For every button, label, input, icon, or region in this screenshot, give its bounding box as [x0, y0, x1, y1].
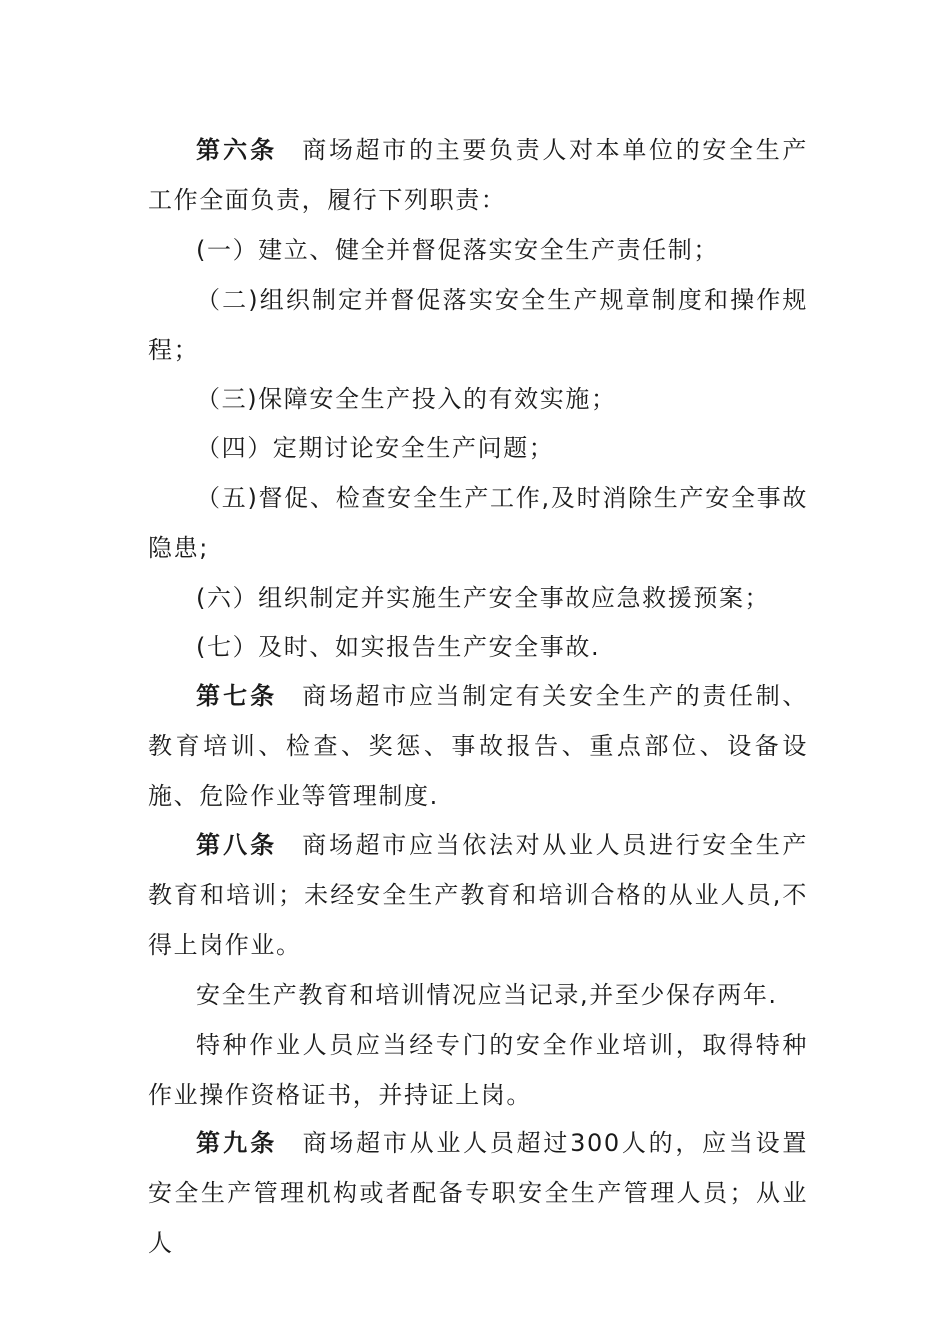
special-operations-paragraph [148, 1020, 808, 1120]
article-text: 商场超市应当依法对从业人员进行安全生产教育和培训；未经安全生产教育和培训合格的从业人员,不得上岗作业。 [148, 831, 808, 959]
duty-item-5 [148, 473, 808, 573]
duty-item-7 [148, 622, 808, 672]
duty-item-3 [148, 374, 808, 424]
article-7 [148, 671, 808, 821]
paragraph-text: 安全生产教育和培训情况应当记录,并至少保存两年. [196, 981, 778, 1009]
article-text: 商场超市的主要负责人对本单位的安全生产工作全面负责，履行下列职责： [148, 136, 808, 214]
article-9 [148, 1118, 808, 1268]
duty-item-1 [148, 225, 808, 275]
training-record-paragraph [148, 970, 808, 1020]
item-text: （四）定期讨论安全生产问题； [196, 434, 555, 462]
item-text: (六）组织制定并实施生产安全事故应急救援预案； [196, 584, 771, 612]
article-text: 商场超市从业人员超过300人的，应当设置安全生产管理机构或者配备专职安全生产管理人员；从业人 [148, 1129, 809, 1257]
article-heading: 第六条 [196, 136, 278, 164]
article-6 [148, 125, 808, 225]
article-heading: 第七条 [196, 682, 278, 710]
paragraph-text: 特种作业人员应当经专门的安全作业培训，取得特种作业操作资格证书，并持证上岗。 [148, 1031, 808, 1109]
item-text: (七）及时、如实报告生产安全事故. [196, 633, 601, 661]
duty-item-2 [148, 275, 808, 375]
item-text: （二)组织制定并督促落实安全生产规章制度和操作规程； [148, 286, 808, 364]
article-heading: 第八条 [196, 831, 278, 859]
duty-item-4 [148, 423, 808, 473]
item-text: （三)保障安全生产投入的有效实施； [196, 385, 617, 413]
item-text: （五)督促、检查安全生产工作,及时消除生产安全事故隐患; [148, 484, 808, 562]
article-8 [148, 820, 808, 970]
article-heading: 第九条 [196, 1129, 278, 1157]
article-text: 商场超市应当制定有关安全生产的责任制、教育培训、检查、奖惩、事故报告、重点部位、设备设施、危险作业等管理制度. [148, 682, 808, 810]
duty-item-6 [148, 573, 808, 623]
item-text: (一）建立、健全并督促落实安全生产责任制； [196, 236, 719, 264]
